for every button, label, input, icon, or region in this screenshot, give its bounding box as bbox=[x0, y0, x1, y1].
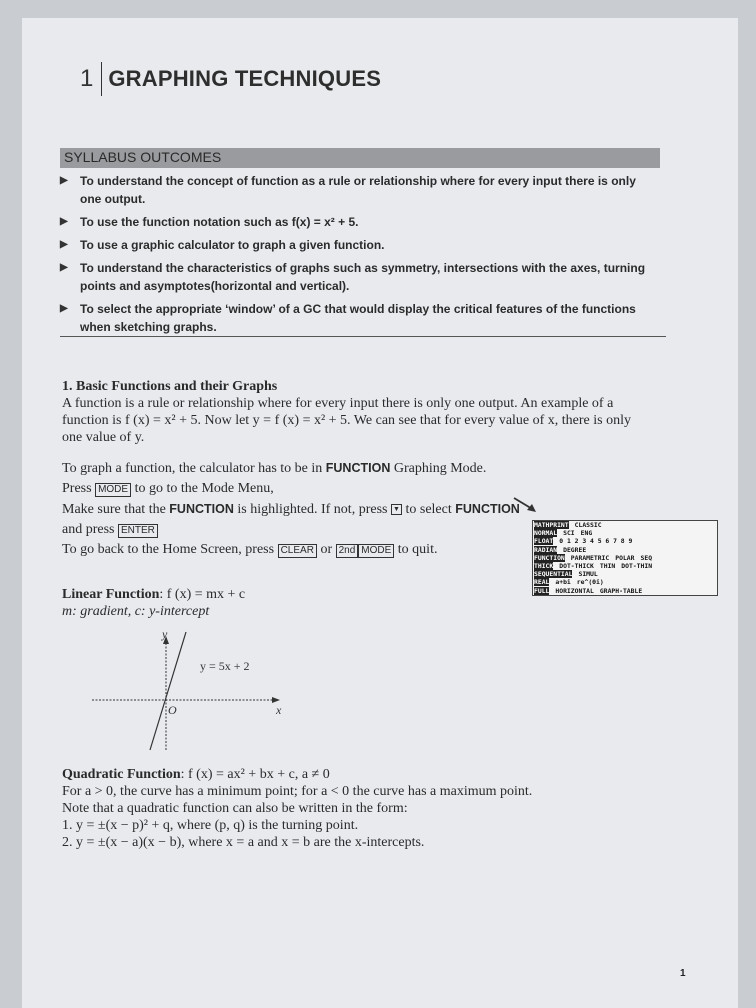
quadratic-notes: For a > 0, the curve has a minimum point; for a < 0 the curve has a maximum point. Note that a quadratic function can also be written in the form: 1. y = ±(x − p)² + q, where (p, q) is the turning point. 2. y = ±(x − a)(x − b), where x = a and x = b are the x-intercepts. bbox=[62, 784, 533, 850]
list-item: ▶ To select the appropriate ‘window’ of a GC that would display the critical features of the functions when sketching graphs. bbox=[60, 302, 636, 334]
linear-curve bbox=[150, 632, 186, 750]
syllabus-outcomes-list bbox=[60, 172, 660, 341]
second-key: 2nd bbox=[336, 544, 359, 558]
mode-row: REAL a+bi re^(θi) bbox=[534, 578, 604, 587]
enter-key: ENTER bbox=[118, 524, 158, 538]
linear-function-desc: m: gradient, c: y-intercept bbox=[62, 604, 210, 619]
y-axis-label: y bbox=[162, 628, 168, 641]
origin-label: O bbox=[168, 703, 177, 717]
mode-row: NORMAL SCI ENG bbox=[534, 529, 593, 538]
list-item: ▶ To understand the concept of function as a rule or relationship where for every input there is only one output. bbox=[60, 174, 636, 206]
mode-row: RADIAN DEGREE bbox=[534, 545, 587, 554]
triangle-bullet-icon: ▶ bbox=[60, 175, 68, 186]
list-item: ▶ To use a graphic calculator to graph a given function. bbox=[60, 238, 385, 252]
quadratic-function-line: Quadratic Function: f (x) = ax² + bx + c, a ≠ 0 bbox=[62, 767, 330, 782]
clear-key: CLEAR bbox=[278, 544, 317, 558]
chapter-header bbox=[80, 62, 381, 96]
calculator-mode-screen bbox=[532, 520, 718, 596]
linear-function-line: Linear Function: f (x) = mx + c bbox=[62, 587, 246, 602]
curve-label: y = 5x + 2 bbox=[200, 659, 250, 673]
triangle-bullet-icon: ▶ bbox=[60, 239, 68, 250]
chapter-number: 1 bbox=[80, 62, 102, 96]
syllabus-divider bbox=[60, 336, 666, 337]
mode-key: MODE bbox=[358, 544, 394, 558]
x-axis-label: x bbox=[276, 703, 282, 717]
section-heading: 1. Basic Functions and their Graphs bbox=[62, 379, 278, 394]
mode-row: FUNCTION PARAMETRIC POLAR SEQ bbox=[534, 553, 653, 562]
syllabus-heading: SYLLABUS OUTCOMES bbox=[64, 149, 222, 165]
mode-row: FULL HORIZONTAL GRAPH-TABLE bbox=[534, 586, 643, 595]
list-item: ▶ To understand the characteristics of graphs such as symmetry, intersections with the axes, turning points and asymptotes(horizontal and vertical). bbox=[60, 261, 646, 293]
gc-instructions: To graph a function, the calculator has to be in FUNCTION Graphing Mode. Press MODE to go to the Mode Menu, Make sure that the FUNCTION is highlighted. If not, press ▼ to select FUNCTION and press ENTER To go back to the Home Screen, press CLEAR or 2nd MODE to quit. bbox=[62, 461, 520, 557]
mode-row: MATHPRINT CLASSIC bbox=[534, 521, 602, 529]
pointer-arrow-icon bbox=[512, 496, 552, 518]
list-item: ▶ To use the function notation such as f(x) = x² + 5. bbox=[60, 215, 359, 229]
triangle-bullet-icon: ▶ bbox=[60, 303, 68, 314]
mode-key: MODE bbox=[95, 483, 131, 497]
page-number: 1 bbox=[680, 968, 686, 979]
triangle-bullet-icon: ▶ bbox=[60, 262, 68, 273]
mode-row: THICK DOT-THICK THIN DOT-THIN bbox=[534, 561, 653, 570]
linear-graph bbox=[92, 628, 292, 752]
mode-row: FLOAT 0 1 2 3 4 5 6 7 8 9 bbox=[534, 537, 633, 546]
mode-row: SEQUENTIAL SIMUL bbox=[534, 570, 598, 579]
down-arrow-key-icon: ▼ bbox=[391, 504, 402, 515]
textbook-page bbox=[22, 18, 738, 1008]
chapter-title: GRAPHING TECHNIQUES bbox=[108, 66, 382, 91]
section-paragraph: A function is a rule or relationship where for every input there is only one output. An example of a function is f (x) = x² + 5. Now let y = f (x) = x² + 5. We can see that for every value of x, there is only one value of y. bbox=[62, 396, 632, 445]
triangle-bullet-icon: ▶ bbox=[60, 216, 68, 227]
